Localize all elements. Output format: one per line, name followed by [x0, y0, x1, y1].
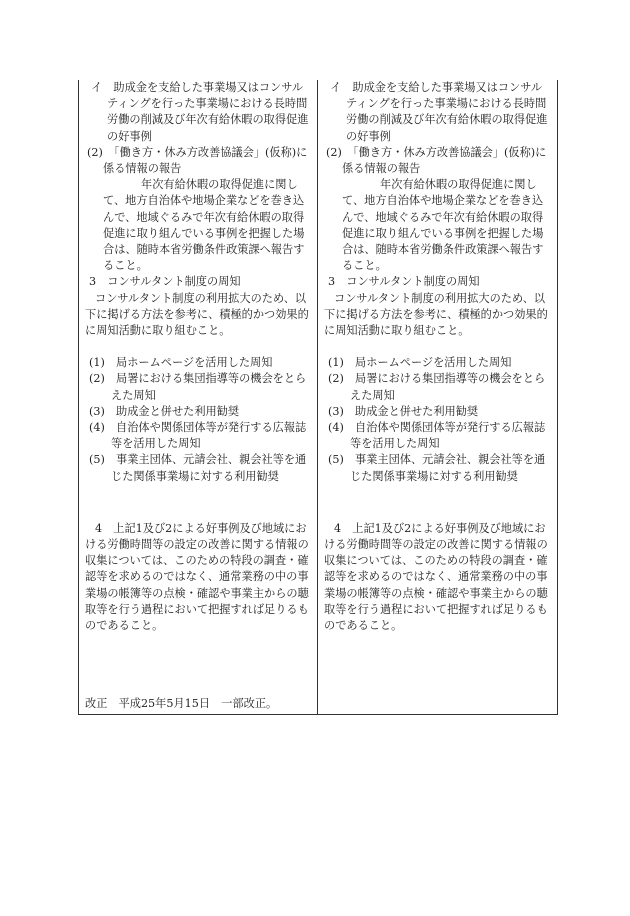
section3-lead: コンサルタント制度の利用拡大のため、以下に掲げる方法を参考に、積極的かつ効果的に周知活動に取り組むこと。 — [324, 291, 548, 338]
amendment-note: 改正 平成25年5月15日 一部改正。 — [85, 697, 278, 710]
list-item: (2) 局署における集団指導等の機会をとらえた周知 — [328, 372, 546, 402]
item2-body: 年次有給休暇の取得促進に関して、地方自治体や地場企業などを巻き込んで、地域ぐるみで年次有給休暇の取得促進に取り組んでいる事例を把握した場合は、随時本省労働条件政策課へ報告すること。 — [103, 178, 305, 273]
section3-list — [324, 355, 551, 485]
list-item: (2) 局署における集団指導等の機会をとらえた周知 — [89, 372, 307, 402]
item2-body: 年次有給休暇の取得促進に関して、地方自治体や地場企業などを巻き込んで、地域ぐるみで年次有給休暇の取得促進に取り組んでいる事例を把握した場合は、随時本省労働条件政策課へ報告すること。 — [342, 178, 544, 273]
item2-title: (2) 「働き方・休み方改善協議会」(仮称)に係る情報の報告 — [87, 145, 308, 176]
list-item: (1) 局ホームページを活用した周知 — [328, 356, 512, 370]
left-column — [85, 80, 312, 634]
list-item: (1) 局ホームページを活用した周知 — [89, 356, 273, 370]
column-divider — [317, 80, 318, 714]
section4-text: 4 上記1及び2による好事例及び地域における労働時間等の設定の改善に関する情報の収集については、このための特段の調査・確認等を求めるのではなく、通常業務の中の事業場の帳簿等の点検・確認や事業主からの聴取等を行う過程において把握すれば足りるものであること。 — [324, 521, 548, 633]
list-item: (3) 助成金と併せた利用勧奨 — [89, 404, 240, 418]
section4-text: 4 上記1及び2による好事例及び地域における労働時間等の設定の改善に関する情報の収集については、このための特段の調査・確認等を求めるのではなく、通常業務の中の事業場の帳簿等の点検・確認や事業主からの聴取等を行う過程において把握すれば足りるものであること。 — [85, 521, 309, 633]
section3-lead: コンサルタント制度の利用拡大のため、以下に掲げる方法を参考に、積極的かつ効果的に周知活動に取り組むこと。 — [85, 291, 309, 338]
list-item: (5) 事業主団体、元請会社、親会社等を通じた関係事業場に対する利用勧奨 — [89, 453, 307, 483]
item2-title: (2) 「働き方・休み方改善協議会」(仮称)に係る情報の報告 — [326, 145, 547, 176]
list-item: (4) 自治体や関係団体等が発行する広報誌等を活用した周知 — [89, 421, 307, 451]
section3-heading: 3 コンサルタント制度の周知 — [89, 275, 241, 289]
right-column — [324, 80, 551, 634]
item-i: イ 助成金を支給した事業場又はコンサルティングを行った事業場における長時間労働の削減及び年次有給休暇の取得促進の好事例 — [330, 81, 548, 143]
comparison-table — [78, 80, 558, 715]
list-item: (3) 助成金と併せた利用勧奨 — [328, 404, 479, 418]
list-item: (5) 事業主団体、元請会社、親会社等を通じた関係事業場に対する利用勧奨 — [328, 453, 546, 483]
section3-heading: 3 コンサルタント制度の周知 — [328, 275, 480, 289]
item-i: イ 助成金を支給した事業場又はコンサルティングを行った事業場における長時間労働の削減及び年次有給休暇の取得促進の好事例 — [91, 81, 309, 143]
list-item: (4) 自治体や関係団体等が発行する広報誌等を活用した周知 — [328, 421, 546, 451]
section3-list — [85, 355, 312, 485]
